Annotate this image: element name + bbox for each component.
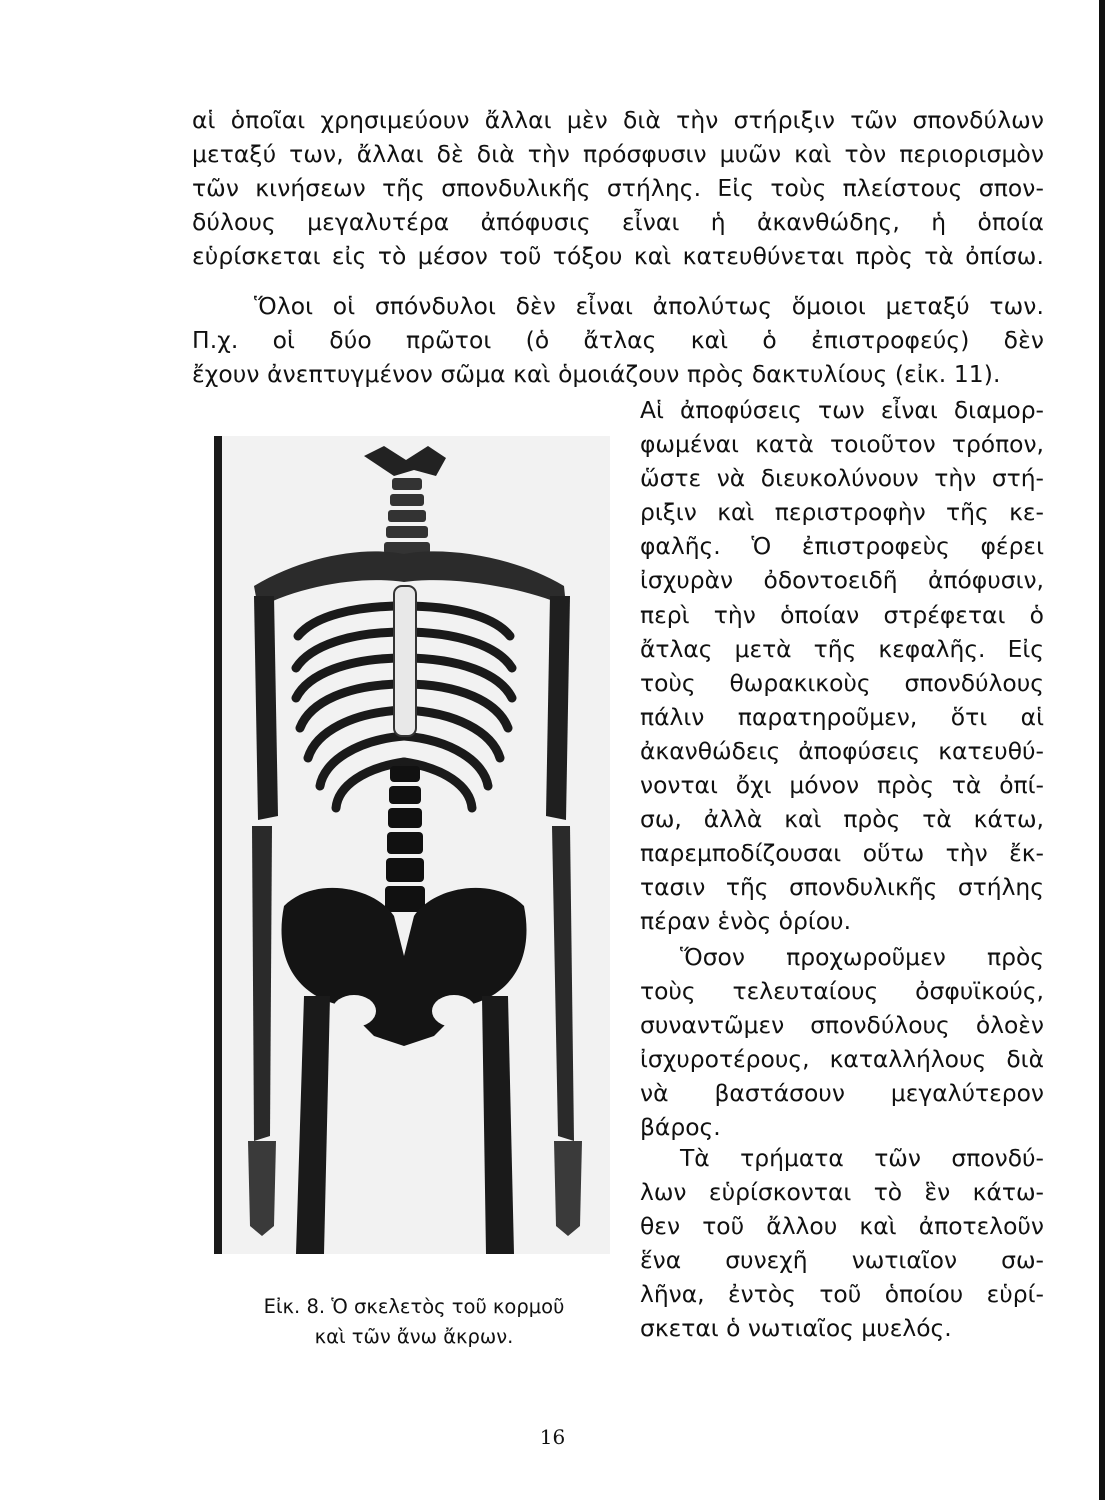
text-line: φαλῆς. Ὁ ἐπιστροφεὺς φέρει xyxy=(640,532,1044,561)
second-paragraph xyxy=(192,290,1044,392)
text-line: λῆνα, ἐντὸς τοῦ ὁποίου εὑρί- xyxy=(640,1280,1044,1309)
text-line: ἕνα συνεχῆ νωτιαῖον σω- xyxy=(640,1246,1044,1275)
text-line: τοὺς τελευταίους ὀσφυϊκούς, xyxy=(640,977,1044,1006)
right-hand xyxy=(554,1141,582,1236)
text-line: ἰσχυρὰν ὀδοντοειδῆ ἀπόφυσιν, xyxy=(640,566,1044,595)
left-hand xyxy=(248,1141,276,1236)
skeleton-illustration xyxy=(214,436,610,1254)
text-line: ἀκανθώδεις ἀποφύσεις κατευθύ- xyxy=(640,736,1044,765)
text-line: αἱ ὁποῖαι χρησιμεύουν ἄλλαι μὲν διὰ τὴν στήριξιν τῶν σπονδύλων xyxy=(192,106,1044,134)
text-line: ἰσχυροτέρους, καταλλήλους διὰ xyxy=(640,1045,1044,1074)
top-paragraph xyxy=(192,104,1044,274)
left-humerus xyxy=(254,596,278,820)
page-edge-shadow xyxy=(1099,0,1105,1500)
figure-left-bar xyxy=(214,436,222,1254)
text-line: πάλιν παρατηροῦμεν, ὅτι αἱ xyxy=(640,702,1044,731)
left-femur xyxy=(296,996,330,1254)
skull-base xyxy=(364,446,446,476)
text-line: φωμέναι κατὰ τοιοῦτον τρόπον, xyxy=(640,430,1044,459)
text-line: συναντῶμεν σπονδύλους ὁλοὲν xyxy=(640,1011,1044,1040)
text-line: ἄτλας μετὰ τῆς κεφαλῆς. Εἰς xyxy=(640,634,1044,663)
text-line: σκεται ὁ νωτιαῖος μυελός. xyxy=(640,1314,952,1343)
text-line: ριξιν καὶ περιστροφὴν τῆς κε- xyxy=(640,498,1044,527)
text-line: τοὺς θωρακικοὺς σπονδύλους xyxy=(640,668,1044,697)
sternum xyxy=(394,586,416,736)
text-line: δύλους μεγαλυτέρα ἀπόφυσις εἶναι ἡ ἀκανθώδης, ἡ ὁποία xyxy=(192,207,1044,236)
text-line: ἔχουν ἀνεπτυγμένον σῶμα καὶ ὁμοιάζουν πρὸς δακτυλίους (εἰκ. 11). xyxy=(192,359,1001,388)
column-paragraph-2 xyxy=(640,940,1044,1145)
right-humerus xyxy=(546,596,570,820)
text-line: ὥστε νὰ διευκολύνουν τὴν στή- xyxy=(640,464,1044,493)
text-line: σω, ἀλλὰ καὶ πρὸς τὰ κάτω, xyxy=(640,805,1044,834)
thoraco-lumbar-spine xyxy=(385,766,425,912)
text-line: θεν τοῦ ἄλλου καὶ ἀποτελοῦν xyxy=(640,1212,1044,1241)
figure-caption xyxy=(218,1292,610,1352)
text-line: περὶ τὴν ὁποίαν στρέφεται ὁ xyxy=(640,600,1044,629)
right-obturator xyxy=(432,995,476,1027)
text-line: τασιν τῆς σπονδυλικῆς στήλης xyxy=(640,873,1044,902)
text-line: πέραν ἑνὸς ὁρίου. xyxy=(640,907,852,936)
text-line: Αἱ ἀποφύσεις των εἶναι διαμορ- xyxy=(640,396,1044,424)
text-line: Π.χ. οἱ δύο πρῶτοι (ὁ ἄτλας καὶ ὁ ἐπιστροφεύς) δὲν xyxy=(192,325,1044,354)
left-forearm xyxy=(252,826,272,1141)
right-femur xyxy=(482,996,514,1254)
text-line: Ὅλοι οἱ σπόνδυλοι δὲν εἶναι ἀπολύτως ὅμοιοι μεταξύ των. xyxy=(254,292,1044,320)
page-number: 16 xyxy=(539,1425,566,1449)
column-paragraph-1 xyxy=(640,393,1044,939)
skeleton-figure xyxy=(214,436,610,1254)
text-line: τῶν κινήσεων τῆς σπονδυλικῆς στήλης. Εἰς τοὺς πλείστους σπον- xyxy=(192,173,1044,202)
right-forearm xyxy=(552,826,574,1141)
text-line: βάρος. xyxy=(640,1113,721,1142)
left-obturator xyxy=(332,995,376,1027)
text-line: εὑρίσκεται εἰς τὸ μέσον τοῦ τόξου καὶ κατευθύνεται πρὸς τὰ ὀπίσω. xyxy=(192,241,1044,270)
caption-line: καὶ τῶν ἄνω ἄκρων. xyxy=(314,1325,514,1348)
caption-line: Εἰκ. 8. Ὁ σκελετὸς τοῦ κορμοῦ xyxy=(263,1295,565,1318)
text-line: λων εὑρίσκονται τὸ ἓν κάτω- xyxy=(640,1178,1044,1207)
text-line: παρεμποδίζουσαι οὕτω τὴν ἔκ- xyxy=(640,839,1044,868)
text-line: Τὰ τρήματα τῶν σπονδύ- xyxy=(680,1144,1044,1172)
text-line: Ὅσον προχωροῦμεν πρὸς xyxy=(680,943,1044,971)
text-line: νὰ βαστάσουν μεγαλύτερον xyxy=(640,1079,1044,1108)
column-paragraph-3 xyxy=(640,1141,1044,1346)
text-line: μεταξύ των, ἄλλαι δὲ διὰ τὴν πρόσφυσιν μυῶν καὶ τὸν περιορισμὸν xyxy=(192,139,1044,168)
cervical-vertebrae xyxy=(384,478,430,554)
text-line: νονται ὄχι μόνον πρὸς τὰ ὀπί- xyxy=(640,771,1044,800)
